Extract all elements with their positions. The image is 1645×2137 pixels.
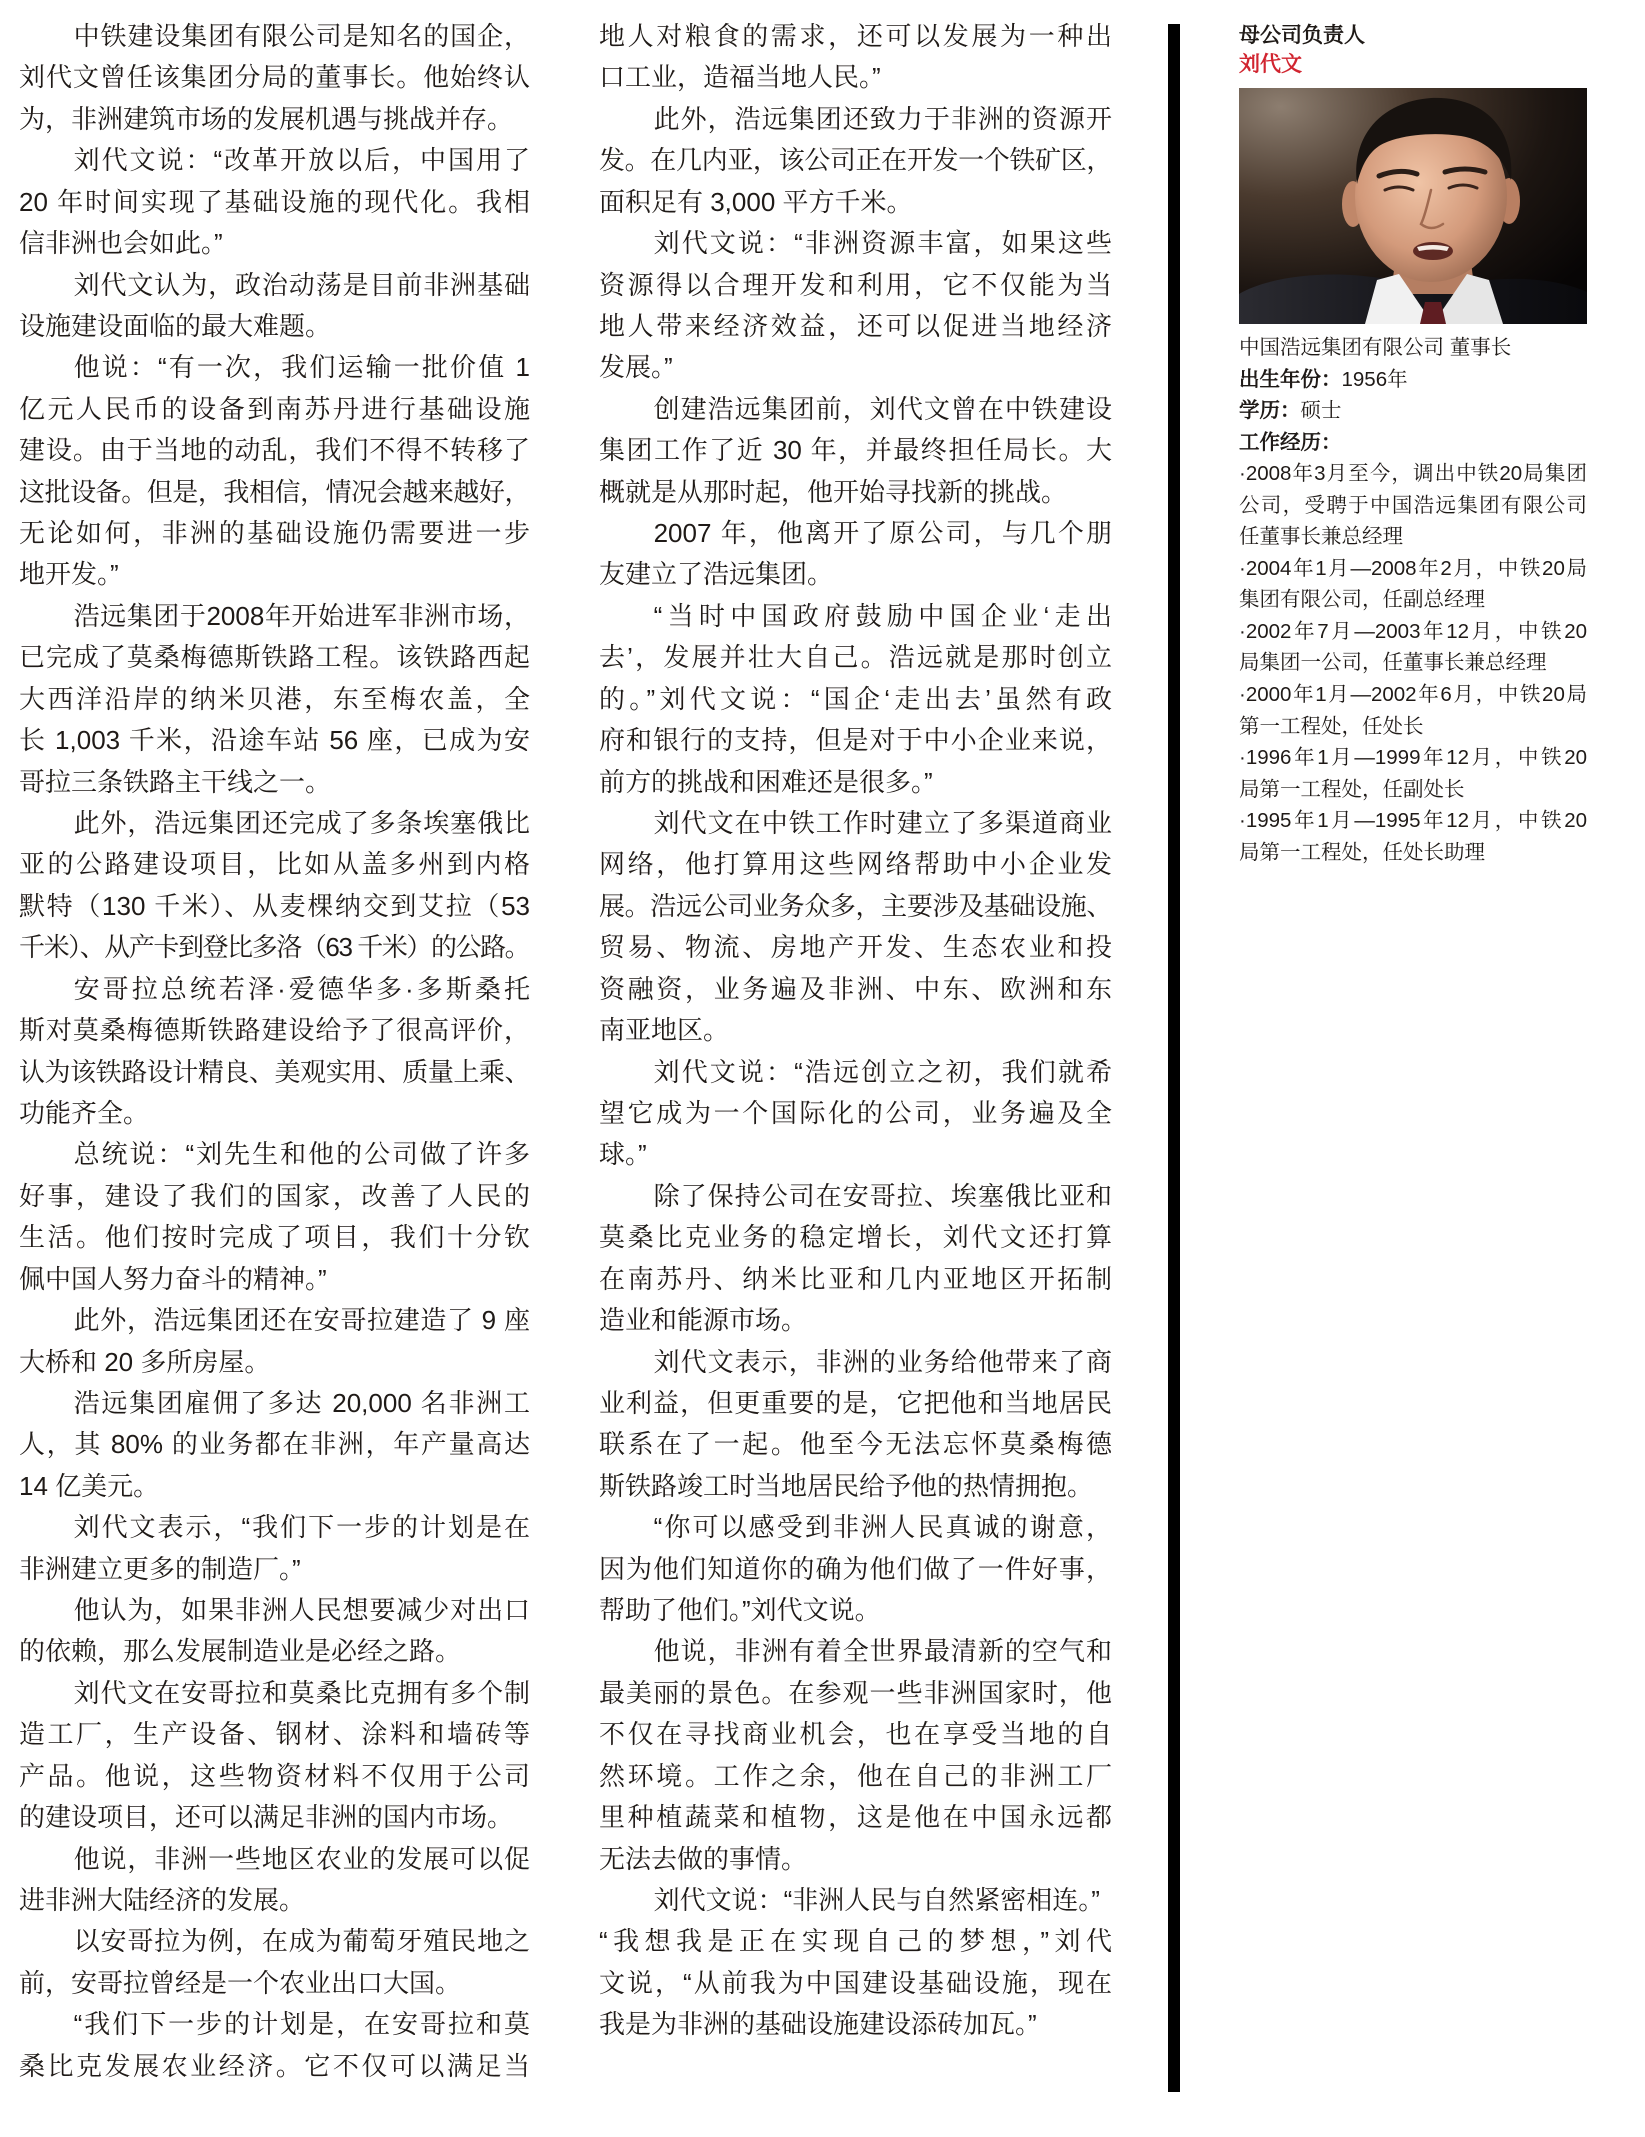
text-line: 帮助了他们。”刘代文说。 — [599, 1595, 881, 1626]
text-line: 刘代文表示，“我们下一步的计划是在 — [73, 1512, 530, 1543]
article-paragraph — [19, 969, 530, 1135]
article-paragraph — [19, 16, 530, 140]
text-line: 亿元人民币的设备到南苏丹进行基础设施 — [19, 393, 530, 424]
work-experience-item — [1239, 616, 1587, 679]
article-paragraph — [599, 1052, 1112, 1176]
text-line: 以安哥拉为例，在成为葡萄牙殖民地之 — [73, 1926, 530, 1957]
text-line: 此外，浩远集团还在安哥拉建造了 9 座 — [73, 1305, 530, 1336]
text-line: 人，其 80% 的业务都在非洲，年产量高达 — [19, 1429, 530, 1460]
article-paragraph — [19, 1839, 530, 1922]
article-paragraph — [19, 1590, 530, 1673]
text-line: 的。”刘代文说：“国企‘走出去’虽然有政 — [599, 683, 1112, 714]
article-paragraph — [599, 1176, 1112, 1342]
text-line: 进非洲大陆经济的发展。 — [19, 1884, 306, 1915]
text-line: 设施建设面临的最大难题。 — [19, 310, 332, 341]
article-paragraph — [19, 1673, 530, 1839]
experience-line: 集团有限公司，任副总经理 — [1239, 588, 1485, 612]
experience-line: ·2004年1月—2008年2月，中铁20局 — [1239, 556, 1587, 580]
text-line: 信非洲也会如此。” — [19, 228, 223, 259]
text-line: 府和银行的支持，但是对于中小企业来说， — [599, 725, 1112, 756]
birth-year-label: 出生年份： — [1239, 367, 1342, 391]
profile-sidebar — [1239, 0, 1587, 900]
text-line: 长 1,003 千米，沿途车站 56 座，已成为安 — [19, 725, 530, 756]
experience-line: 第一工程处，任处长 — [1239, 714, 1424, 738]
text-line: 已完成了莫桑梅德斯铁路工程。该铁路西起 — [19, 642, 530, 673]
sidebar-heading: 母公司负责人 — [1239, 24, 1365, 47]
article-paragraph — [19, 1300, 530, 1383]
text-line: 默特（130 千米）、从麦棵纳交到艾拉（53 — [19, 890, 530, 921]
text-line: “你可以感受到非洲人民真诚的谢意， — [653, 1512, 1112, 1543]
birth-year-row — [1239, 364, 1587, 396]
text-line: 刘代文认为，政治动荡是目前非洲基础 — [73, 269, 530, 300]
text-line: 无法去做的事情。 — [599, 1843, 808, 1874]
text-line: 南亚地区。 — [599, 1015, 730, 1046]
text-line: 14 亿美元。 — [19, 1470, 160, 1501]
text-line: 生活。他们按时完成了项目，我们十分钦 — [19, 1222, 530, 1253]
text-line: 功能齐全。 — [19, 1097, 150, 1128]
article-paragraph — [599, 1880, 1112, 1921]
experience-line: 任董事长兼总经理 — [1239, 525, 1403, 549]
text-line: 地开发。” — [19, 559, 119, 590]
text-line: 中铁建设集团有限公司是知名的国企， — [73, 21, 530, 51]
text-line: 20 年时间实现了基础设施的现代化。我相 — [19, 186, 530, 217]
text-line: 创建浩远集团前，刘代文曾在中铁建设 — [653, 393, 1112, 424]
education-label: 学历： — [1239, 399, 1301, 423]
text-line: 地人对粮食的需求，还可以发展为一种出 — [599, 21, 1112, 51]
text-line: 资融资，业务遍及非洲、中东、欧洲和东 — [599, 973, 1112, 1004]
article-paragraph — [19, 1921, 530, 2004]
text-line: 我是为非洲的基础设施建设添砖加瓦。” — [599, 2009, 1037, 2040]
article-paragraph — [19, 803, 530, 969]
article-column-2 — [599, 16, 1112, 2046]
article-paragraph — [19, 140, 530, 264]
work-experience-item — [1239, 742, 1587, 805]
text-line: 2007 年，他离开了原公司，与几个朋 — [653, 518, 1112, 549]
work-experience-item — [1239, 458, 1587, 553]
text-line: 口工业，造福当地人民。” — [599, 62, 881, 93]
text-line: 非洲建立更多的制造厂。” — [19, 1553, 301, 1584]
text-line: 去’，发展并壮大自己。浩远就是那时创立 — [599, 642, 1112, 673]
text-line: 这批设备。但是，我相信，情况会越来越好， — [19, 476, 530, 507]
experience-line: ·1996年1月—1999年12月，中铁20 — [1239, 746, 1587, 770]
article-paragraph — [599, 1631, 1112, 1880]
article-paragraph — [599, 223, 1112, 389]
text-line: 浩远集团雇佣了多达 20,000 名非洲工 — [73, 1387, 530, 1418]
text-line: 为，非洲建筑市场的发展机遇与挑战并存。 — [19, 103, 514, 134]
text-line: 刘代文曾任该集团分局的董事长。他始终认 — [19, 62, 530, 93]
text-line: 刘代文在安哥拉和莫桑比克拥有多个制 — [73, 1677, 530, 1708]
text-line: 刘代文在中铁工作时建立了多渠道商业 — [653, 808, 1112, 839]
text-line: 大西洋沿岸的纳米贝港，东至梅农盖，全 — [19, 683, 530, 714]
text-line: 造业和能源市场。 — [599, 1305, 808, 1336]
text-line: 贸易、物流、房地产开发、生态农业和投 — [599, 932, 1112, 963]
text-line: 哥拉三条铁路主干线之一。 — [19, 766, 332, 797]
text-line: 最美丽的景色。在参观一些非洲国家时，他 — [599, 1677, 1112, 1708]
text-line: 无论如何，非洲的基础设施仍需要进一步 — [19, 518, 530, 549]
text-line: 发。在几内亚，该公司正在开发一个铁矿区， — [599, 145, 1112, 176]
text-line: 好事，建设了我们的国家，改善了人民的 — [19, 1180, 530, 1211]
profile-name: 刘代文 — [1239, 53, 1302, 76]
article-paragraph — [599, 596, 1112, 803]
vertical-divider-bar — [1168, 24, 1180, 2092]
text-line: 建设。由于当地的动乱，我们不得不转移了 — [19, 435, 530, 466]
article-paragraph — [599, 1342, 1112, 1508]
text-line: 里种植蔬菜和植物，这是他在中国永远都 — [599, 1802, 1112, 1833]
text-line: 发展。” — [599, 352, 673, 383]
text-line: 在南苏丹、纳米比亚和几内亚地区开拓制 — [599, 1263, 1112, 1294]
text-line: 球。” — [599, 1139, 647, 1170]
text-line: 刘代文说：“非洲人民与自然紧密相连。” — [653, 1884, 1100, 1915]
text-line: 除了保持公司在安哥拉、埃塞俄比亚和 — [653, 1180, 1112, 1211]
experience-line: ·1995年1月—1995年12月，中铁20 — [1239, 809, 1587, 833]
text-line: 面积足有 3,000 平方千米。 — [599, 186, 913, 217]
experience-line: 局第一工程处，任副处长 — [1239, 777, 1465, 801]
text-line: 地人带来经济效益，还可以促进当地经济 — [599, 310, 1112, 341]
experience-line: ·2002年7月—2003年12月，中铁20 — [1239, 619, 1587, 643]
text-line: 莫桑比克业务的稳定增长，刘代文还打算 — [599, 1222, 1112, 1253]
article-column-1 — [19, 16, 530, 2087]
text-line: 网络，他打算用这些网络帮助中小企业发 — [599, 849, 1112, 880]
work-experience-list — [1239, 458, 1587, 868]
text-line: 业利益，但更重要的是，它把他和当地居民 — [599, 1387, 1112, 1418]
experience-line: 公司，受聘于中国浩远集团有限公司 — [1239, 493, 1587, 517]
article-paragraph — [19, 596, 530, 803]
article-paragraph — [19, 265, 530, 348]
text-line: 文说，“从前我为中国建设基础设施，现在 — [599, 1967, 1112, 1998]
text-line: “我想我是正在实现自己的梦想，”刘代 — [599, 1926, 1112, 1957]
article-paragraph — [599, 389, 1112, 513]
work-experience-item — [1239, 553, 1587, 616]
text-line: 的建设项目，还可以满足非洲的国内市场。 — [19, 1802, 514, 1833]
experience-line: 局第一工程处，任处长助理 — [1239, 840, 1485, 864]
text-line: 他说：“有一次，我们运输一批价值 1 — [73, 352, 530, 383]
text-line: 斯铁路竣工时当地居民给予他的热情拥抱。 — [599, 1470, 1094, 1501]
portrait-image — [1239, 88, 1587, 324]
experience-line: 局集团一公司，任董事长兼总经理 — [1239, 651, 1547, 675]
text-line: 产品。他说，这些物资材料不仅用于公司 — [19, 1760, 530, 1791]
experience-line: ·2000年1月—2002年6月，中铁20局 — [1239, 683, 1587, 707]
profile-title: 中国浩远集团有限公司 董事长 — [1239, 336, 1512, 359]
article-paragraph — [599, 16, 1112, 99]
text-line: 总统说：“刘先生和他的公司做了许多 — [73, 1139, 530, 1170]
article-paragraph — [599, 803, 1112, 1052]
text-line: 资源得以合理开发和利用，它不仅能为当 — [599, 269, 1112, 300]
text-line: 此外，浩远集团还完成了多条埃塞俄比 — [73, 808, 530, 839]
text-line: 友建立了浩远集团。 — [599, 559, 834, 590]
text-line: 不仅在寻找商业机会，也在享受当地的自 — [599, 1719, 1112, 1750]
text-line: 然环境。工作之余，他在自己的非洲工厂 — [599, 1760, 1112, 1791]
text-line: 前，安哥拉曾经是一个农业出口大国。 — [19, 1967, 462, 1998]
text-line: 浩远集团于2008年开始进军非洲市场， — [73, 600, 530, 631]
text-line: 联系在了一起。他至今无法忘怀莫桑梅德 — [599, 1429, 1112, 1460]
text-line: 刘代文说：“非洲资源丰富，如果这些 — [653, 228, 1112, 259]
text-line: 概就是从那时起，他开始寻找新的挑战。 — [599, 476, 1068, 507]
text-line: 此外，浩远集团还致力于非洲的资源开 — [653, 103, 1112, 134]
article-paragraph — [19, 2004, 530, 2087]
text-line: 望它成为一个国际化的公司，业务遍及全 — [599, 1097, 1112, 1128]
education-value: 硕士 — [1300, 399, 1342, 423]
article-paragraph — [599, 513, 1112, 596]
article-paragraph — [19, 347, 530, 596]
text-line: 安哥拉总统若泽·爱德华多·多斯桑托 — [73, 973, 530, 1004]
birth-year-value: 1956年 — [1341, 367, 1408, 391]
text-line: 大桥和 20 多所房屋。 — [19, 1346, 271, 1377]
article-paragraph — [19, 1383, 530, 1507]
portrait-photo — [1239, 88, 1587, 324]
text-line: 刘代文表示，非洲的业务给他带来了商 — [653, 1346, 1112, 1377]
profile-details — [1239, 332, 1587, 868]
work-experience-item — [1239, 805, 1587, 868]
text-line: 斯对莫桑梅德斯铁路建设给予了很高评价， — [19, 1015, 530, 1046]
work-experience-item — [1239, 679, 1587, 742]
article-paragraph — [599, 99, 1112, 223]
article-paragraph — [599, 1507, 1112, 1631]
text-line: 他说，非洲有着全世界最清新的空气和 — [653, 1636, 1112, 1667]
article-paragraph — [599, 1921, 1112, 2045]
text-line: 佩中国人努力奋斗的精神。” — [19, 1263, 327, 1294]
article-paragraph — [19, 1134, 530, 1300]
text-line: 展。浩远公司业务众多，主要涉及基础设施、 — [599, 890, 1112, 921]
text-line: 刘代文说：“改革开放以后，中国用了 — [73, 145, 530, 176]
text-line: 刘代文说：“浩远创立之初，我们就希 — [653, 1056, 1112, 1087]
text-line: 造工厂，生产设备、钢材、涂料和墙砖等 — [19, 1719, 530, 1750]
text-line: 他说，非洲一些地区农业的发展可以促 — [73, 1843, 530, 1874]
text-line: “我们下一步的计划是，在安哥拉和莫 — [73, 2009, 530, 2040]
text-line: 集团工作了近 30 年，并最终担任局长。大 — [599, 435, 1112, 466]
work-experience-label: 工作经历： — [1239, 430, 1342, 454]
text-line: 认为该铁路设计精良、美观实用、质量上乘、 — [19, 1056, 530, 1087]
text-line: 前方的挑战和困难还是很多。” — [599, 766, 933, 797]
experience-line: ·2008年3月至今，调出中铁20局集团 — [1239, 462, 1587, 486]
text-line: “当时中国政府鼓励中国企业‘走出 — [653, 600, 1112, 631]
text-line: 的依赖，那么发展制造业是必经之路。 — [19, 1636, 462, 1667]
text-line: 亚的公路建设项目，比如从盖多州到内格 — [19, 849, 530, 880]
text-line: 千米）、从产卡到登比多洛（63 千米）的公路。 — [19, 932, 530, 963]
education-row — [1239, 395, 1587, 427]
text-line: 因为他们知道你的确为他们做了一件好事， — [599, 1553, 1112, 1584]
text-line: 他认为，如果非洲人民想要减少对出口 — [73, 1595, 530, 1626]
text-line: 桑比克发展农业经济。它不仅可以满足当 — [19, 2050, 530, 2081]
article-paragraph — [19, 1507, 530, 1590]
